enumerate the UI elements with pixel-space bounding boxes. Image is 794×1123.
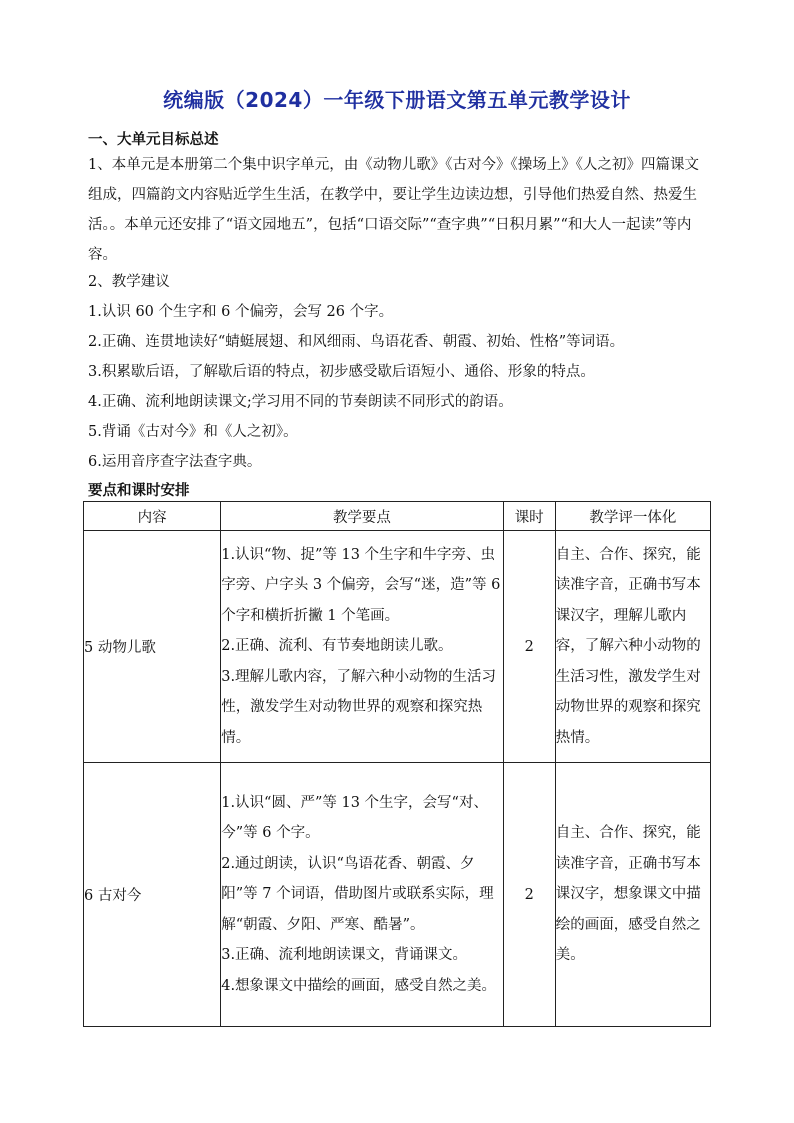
- key-point: 3.理解儿歌内容，了解六种小动物的生活习性，激发学生对动物世界的观察和探究热情。: [221, 668, 497, 746]
- section-heading-unit-goals: 一、大单元目标总述: [88, 132, 219, 148]
- key-point: 2.通过朗读，认识“鸟语花香、朝霞、夕阳”等 7 个词语，借助图片或联系实际，理解“朝霞、夕阳、严寒、酷暑”。: [221, 855, 494, 933]
- key-point: 1.认识“圆、严”等 13 个生字，会写“对、今”等 6 个字。: [221, 794, 488, 842]
- suggestion-item: 2.正确、连贯地读好“蜻蜓展翅、和风细雨、鸟语花香、朝霞、初始、性格”等词语。: [88, 334, 625, 350]
- lesson-hours: 2: [503, 531, 555, 763]
- column-header-hours: 课时: [503, 502, 555, 531]
- suggestion-item: 5.背诵《古对今》和《人之初》。: [88, 424, 298, 440]
- section-heading-schedule: 要点和课时安排: [88, 483, 190, 499]
- lesson-plan-table: [83, 501, 711, 1027]
- suggestion-item: 6.运用音序查字法查字典。: [88, 454, 262, 470]
- key-point: 3.正确、流利地朗读课文，背诵课文。: [221, 947, 468, 964]
- teaching-suggestions-heading: 2、教学建议: [88, 274, 170, 290]
- suggestion-item: 3.积累歇后语，了解歇后语的特点，初步感受歇后语短小、通俗、形象的特点。: [88, 364, 595, 380]
- suggestion-item: 4.正确、流利地朗读课文;学习用不同的节奏朗读不同形式的韵语。: [88, 394, 513, 410]
- document-title: 统编版（2024）一年级下册语文第五单元教学设计: [163, 88, 631, 112]
- lesson-key-points: [221, 763, 503, 1027]
- column-header-content: 内容: [84, 502, 221, 531]
- column-header-key-points: 教学要点: [221, 502, 503, 531]
- lesson-name: 5 动物儿歌: [84, 531, 221, 763]
- key-point: 4.想象课文中描绘的画面，感受自然之美。: [221, 977, 497, 994]
- table-row: [84, 763, 711, 1027]
- key-point: 2.正确、流利、有节奏地朗读儿歌。: [221, 638, 453, 655]
- lesson-hours: 2: [503, 763, 555, 1027]
- unit-overview-paragraph: [88, 150, 710, 270]
- lesson-evaluation: 自主、合作、探究，能读准字音，正确书写本课汉字，理解儿歌内容，了解六种小动物的生活习性，激发学生对动物世界的观察和探究热情。: [555, 531, 710, 763]
- column-header-evaluation: 教学评一体化: [555, 502, 710, 531]
- table-header-row: [84, 502, 711, 531]
- key-point: 1.认识“物、捉”等 13 个生字和牛字旁、虫字旁、户字头 3 个偏旁，会写“迷，造”等 6 个字和横折折撇 1 个笔画。: [221, 546, 501, 624]
- lesson-name: 6 古对今: [84, 763, 221, 1027]
- table-row: [84, 531, 711, 763]
- lesson-key-points: [221, 531, 503, 763]
- lesson-evaluation: 自主、合作、探究，能读准字音，正确书写本课汉字，想象课文中描绘的画面，感受自然之美。: [555, 763, 710, 1027]
- suggestion-item: 1.认识 60 个生字和 6 个偏旁，会写 26 个字。: [88, 304, 394, 320]
- overview-text: 1、本单元是本册第二个集中识字单元，由《动物儿歌》《古对今》《操场上》《人之初》四篇课文组成，四篇韵文内容贴近学生生活，在教学中，要让学生边读边想，引导他们热爱自然、热爱生活。。本单元还安排了“语文园地五”，包括“口语交际”“查字典”“日积月累”“和大人一起读”等内容。: [88, 157, 699, 263]
